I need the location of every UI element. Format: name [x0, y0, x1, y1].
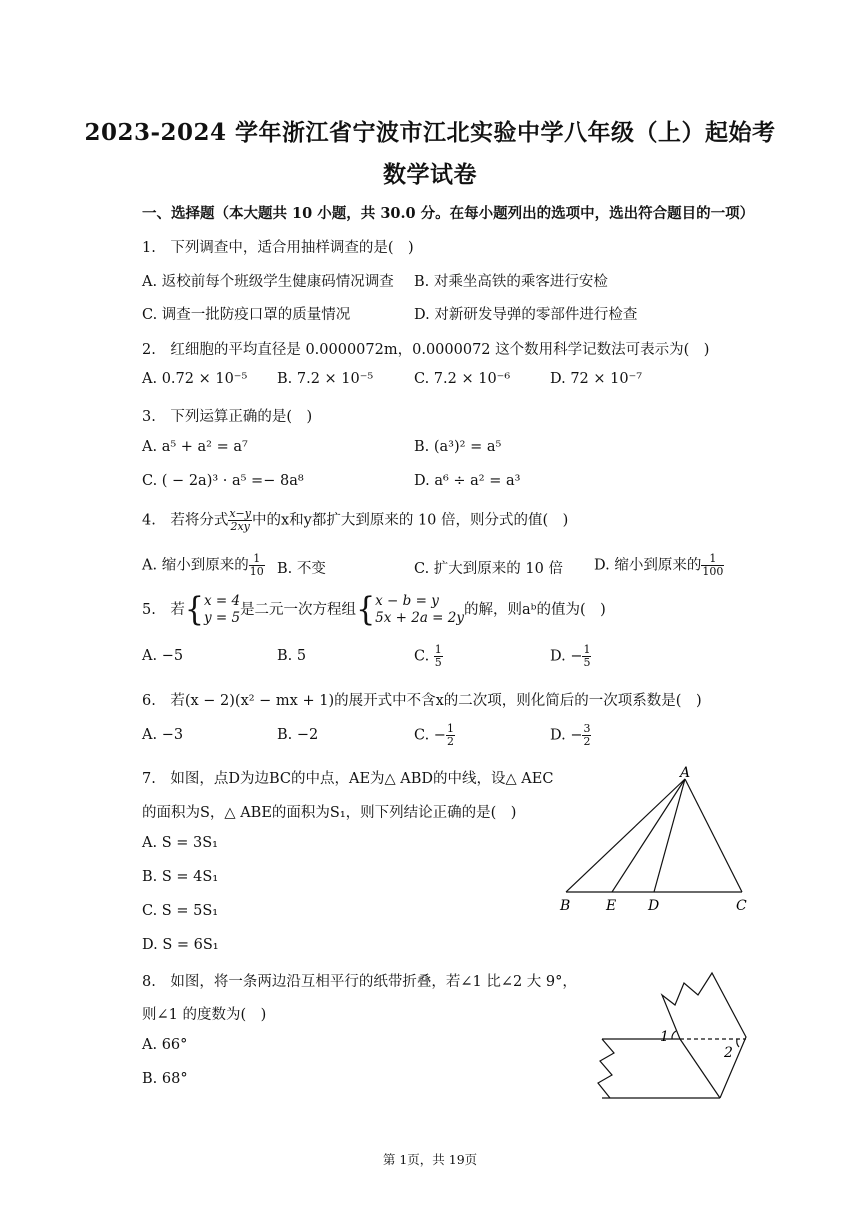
q4-stem: 4. 若将分式 $\frac{x-y}{2xy}$ 中的x和y都扩大到原来的 10 倍，则分式的值( ): [142, 507, 569, 533]
q7-option-a: A. S = 3S₁: [142, 835, 218, 851]
q8-folded-strip-figure: [580, 965, 755, 1105]
q4-option-c: C. 扩大到原来的 10 倍: [414, 561, 563, 577]
q2-option-a: A. 0.72 × 10⁻⁵: [142, 371, 248, 387]
page-title: 2023-2024 学年浙江省宁波市江北实验中学八年级（上）起始考: [84, 119, 776, 146]
label-a: A: [680, 765, 691, 781]
angle-1-label: 1: [660, 1029, 669, 1045]
page-subtitle: 数学试卷: [383, 161, 477, 188]
q4-option-d: D. 缩小到原来的 $\frac{1}{100}$: [594, 552, 724, 578]
q8-stem-line1: 8. 如图，将一条两边沿互相平行的纸带折叠，若∠1 比∠2 大 9°，: [142, 974, 577, 990]
q8-stem-line2: 则∠1 的度数为( ): [142, 1007, 267, 1023]
q2-option-b: B. 7.2 × 10⁻⁵: [277, 371, 374, 387]
label-c: C: [736, 898, 747, 914]
q4-option-b: B. 不变: [277, 561, 326, 577]
section-heading: 一、选择题（本大题共 10 小题，共 30.0 分。在每小题列出的选项中，选出符合题目的一项）: [142, 205, 755, 222]
q1-option-a: A. 返校前每个班级学生健康码情况调查: [142, 274, 394, 290]
q7-option-b: B. S = 4S₁: [142, 869, 219, 885]
q6-option-d: D. − $\frac{3}{2}$: [550, 722, 591, 748]
q3-stem: 3. 下列运算正确的是( ): [142, 409, 313, 425]
q3-option-b: B. (a³)² = a⁵: [414, 439, 502, 455]
q4-fraction: $\frac{x-y}{2xy}$: [229, 507, 251, 533]
q5-option-c: C. $\frac{1}{5}$: [414, 643, 442, 669]
q8-option-b: B. 68°: [142, 1071, 188, 1087]
q1-stem: 1. 下列调查中，适合用抽样调查的是( ): [142, 240, 414, 256]
q7-triangle-figure: [550, 762, 760, 914]
q5-solution: x = 4 y = 5: [203, 593, 241, 626]
page-footer: 第 1页，共 19页: [382, 1152, 478, 1167]
q3-option-d: D. a⁶ ÷ a² = a³: [414, 473, 521, 489]
q2-stem: 2. 红细胞的平均直径是 0.0000072m，0.0000072 这个数用科学记数法可表示为( ): [142, 342, 710, 358]
q6-stem: 6. 若(x − 2)(x² − mx + 1)的展开式中不含x的二次项，则化简后的一次项系数是( ): [142, 693, 702, 709]
label-d: D: [648, 898, 660, 914]
q1-option-b: B. 对乘坐高铁的乘客进行安检: [414, 274, 608, 290]
label-e: E: [606, 898, 617, 914]
q1-option-c: C. 调查一批防疫口罩的质量情况: [142, 307, 351, 323]
q7-option-d: D. S = 6S₁: [142, 937, 219, 953]
q2-option-c: C. 7.2 × 10⁻⁶: [414, 371, 511, 387]
q7-stem-line1: 7. 如图，点D为边BC的中点，AE为△ ABD的中线，设△ AEC: [142, 771, 554, 787]
q6-option-c: C. − $\frac{1}{2}$: [414, 722, 454, 748]
q3-option-a: A. a⁵ + a² = a⁷: [142, 439, 248, 455]
q5-system: x − b = y 5x + 2a = 2y: [375, 593, 465, 626]
q3-option-c: C. ( − 2a)³ · a⁵ =− 8a⁸: [142, 473, 304, 489]
q8-option-a: A. 66°: [142, 1037, 188, 1053]
q6-option-a: A. −3: [142, 727, 184, 743]
q5-option-b: B. 5: [277, 648, 307, 664]
q7-stem-line2: 的面积为S，△ ABE的面积为S₁，则下列结论正确的是( ): [142, 805, 517, 821]
q4-option-a: A. 缩小到原来的 $\frac{1}{10}$: [142, 552, 264, 578]
q6-option-b: B. −2: [277, 727, 319, 743]
angle-2-label: 2: [724, 1045, 733, 1061]
label-b: B: [560, 898, 571, 914]
q5-option-d: D. − $\frac{1}{5}$: [550, 643, 591, 669]
q5-option-a: A. −5: [142, 648, 184, 664]
q1-option-d: D. 对新研发导弹的零部件进行检查: [414, 307, 638, 323]
q7-option-c: C. S = 5S₁: [142, 903, 219, 919]
q5-stem: 5. 若{ x = 4 y = 5 是二元一次方程组{ x − b = y 5x + 2a = 2y 的解，则aᵇ的值为( ): [142, 590, 606, 629]
q2-option-d: D. 72 × 10⁻⁷: [550, 371, 643, 387]
